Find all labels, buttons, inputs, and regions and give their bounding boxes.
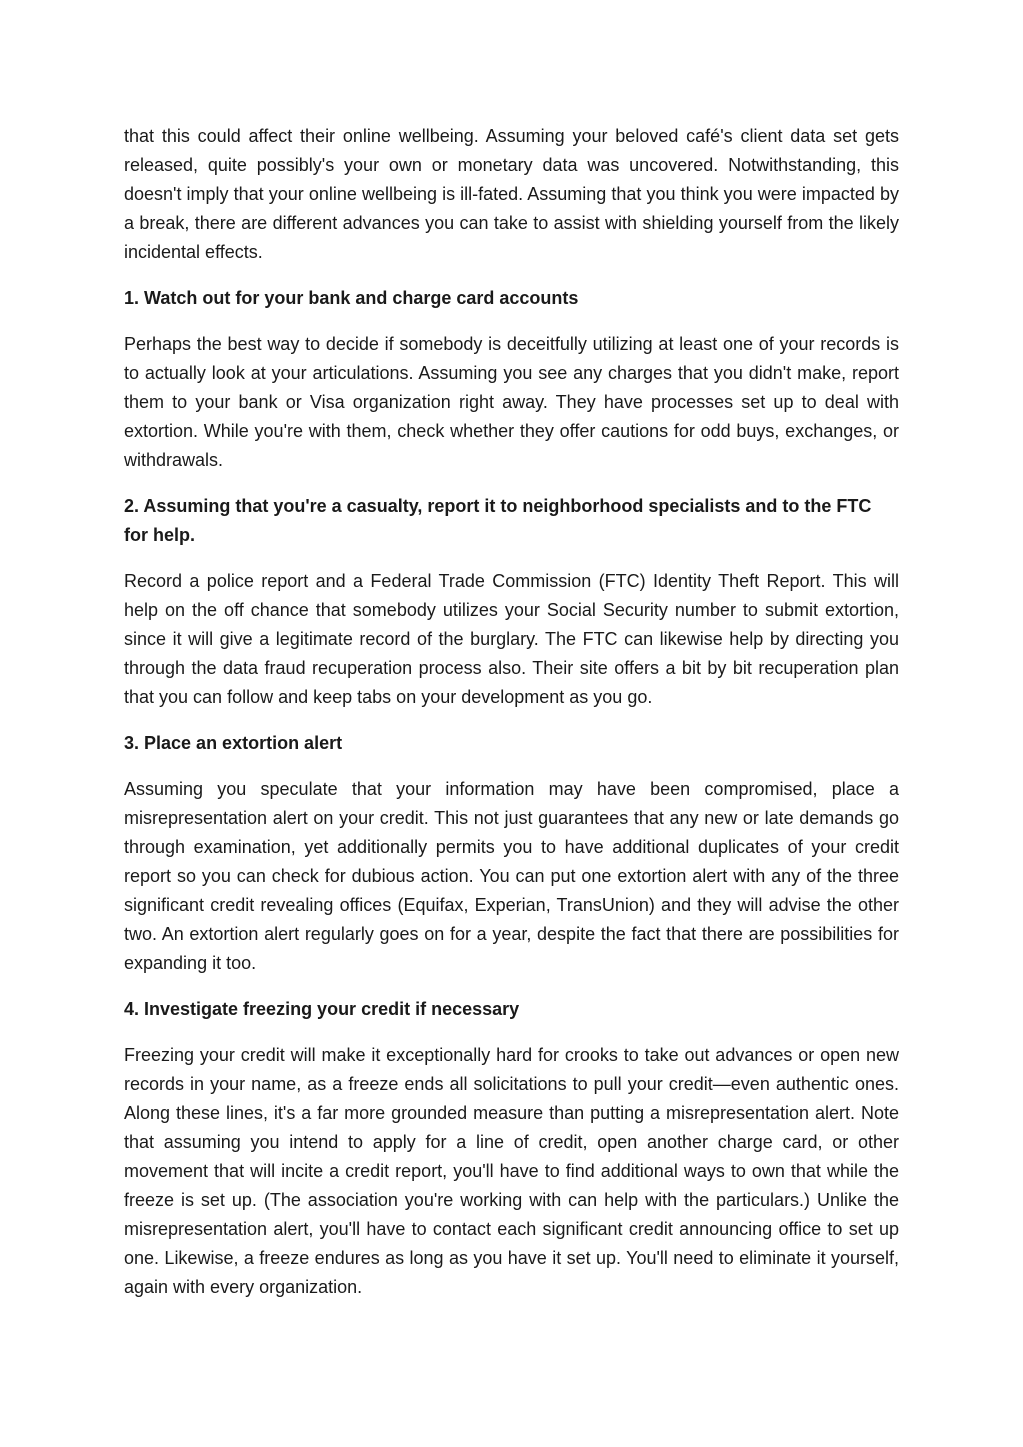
section-heading-2: 2. Assuming that you're a casualty, report it to neighborhood specialists and to the FTC for help.: [124, 496, 872, 545]
section-body-3: Assuming you speculate that your information may have been compromised, place a misrepresentation alert on your credit. This not just guarantees that any new or late demands go through examination, yet additionally permits you to have additional duplicates of your credit report so you can check for dubious action. You can put one extortion alert with any of the three significant credit revealing offices (Equifax, Experian, TransUnion) and they will advise the other two. An extortion alert regularly goes on for a year, despite the fact that there are possibilities for expanding it too.: [124, 779, 899, 973]
document-page: [124, 122, 899, 1319]
section-body-2: Record a police report and a Federal Trade Commission (FTC) Identity Theft Report. This will help on the off chance that somebody utilizes your Social Security number to submit extortion, since it will give a legitimate record of the burglary. The FTC can likewise help by directing you through the data fraud recuperation process also. Their site offers a bit by bit recuperation plan that you can follow and keep tabs on your development as you go.: [124, 571, 899, 707]
section-heading-4: 4. Investigate freezing your credit if necessary: [124, 999, 520, 1019]
section-heading-3: 3. Place an extortion alert: [124, 733, 343, 753]
section-body-1: Perhaps the best way to decide if somebody is deceitfully utilizing at least one of your records is to actually look at your articulations. Assuming you see any charges that you didn't make, report them to your bank or Visa organization right away. They have processes set up to deal with extortion. While you're with them, check whether they offer cautions for odd buys, exchanges, or withdrawals.: [124, 334, 899, 470]
intro-paragraph: that this could affect their online wellbeing. Assuming your beloved café's client data set gets released, quite possibly's your own or monetary data was uncovered. Notwithstanding, this doesn't imply that your online wellbeing is ill-fated. Assuming that you think you were impacted by a break, there are different advances you can take to assist with shielding yourself from the likely incidental effects.: [124, 126, 899, 262]
section-heading-1: 1. Watch out for your bank and charge card accounts: [124, 288, 579, 308]
section-body-4: Freezing your credit will make it exceptionally hard for crooks to take out advances or open new records in your name, as a freeze ends all solicitations to pull your credit—even authentic ones. Along these lines, it's a far more grounded measure than putting a misrepresentation alert. Note that assuming you intend to apply for a line of credit, open another charge card, or other movement that will incite a credit report, you'll have to find additional ways to own that while the freeze is set up. (The association you're working with can help with the particulars.) Unlike the misrepresentation alert, you'll have to contact each significant credit announcing office to set up one. Likewise, a freeze endures as long as you have it set up. You'll need to eliminate it yourself, again with every organization.: [124, 1045, 899, 1297]
